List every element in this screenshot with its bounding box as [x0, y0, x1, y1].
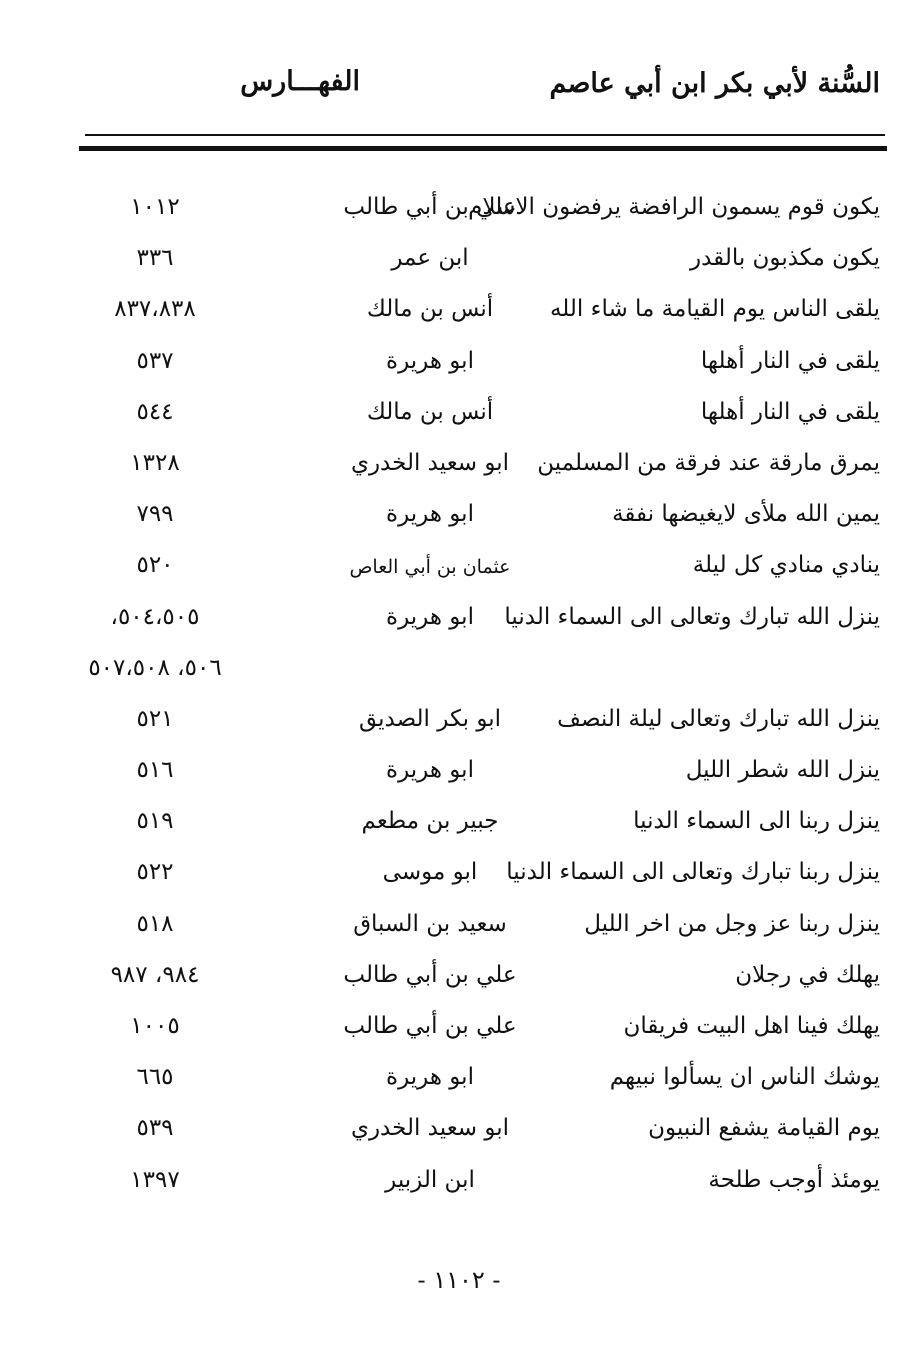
index-row	[70, 442, 880, 493]
index-row	[70, 493, 880, 544]
hadith-text: ينزل الله تبارك وتعالى ليلة النصف	[557, 705, 880, 732]
narrator-name: ابو بكر الصديق	[358, 705, 502, 732]
index-row	[70, 851, 880, 902]
narrator-name: عثمان بن أبي العاص	[349, 556, 511, 579]
hadith-text: يهلك في رجلان	[735, 961, 880, 988]
narrator-name: أنس بن مالك	[366, 296, 494, 323]
index-row	[70, 596, 880, 647]
page-header	[70, 62, 880, 112]
hadith-text: يمرق مارقة عند فرقة من المسلمين	[537, 449, 880, 476]
index-row	[70, 749, 880, 800]
narrator-name: ابو هريرة	[386, 501, 474, 528]
hadith-numbers: ٥١٩	[136, 808, 174, 835]
hadith-numbers: ٨٣٧،٨٣٨	[114, 296, 196, 323]
hadith-numbers: ٥٠٤،٥٠٥،	[110, 603, 200, 630]
header-rule-thick	[79, 146, 887, 151]
narrator-name: ابو هريرة	[386, 757, 474, 784]
narrator-name: ابو سعيد الخدري	[350, 1115, 510, 1142]
hadith-numbers: ٥٢١	[136, 705, 174, 732]
hadith-numbers: ١٠١٢	[130, 194, 180, 220]
narrator-name: ابن الزبير	[385, 1166, 475, 1193]
index-row	[70, 698, 880, 749]
hadith-numbers: ٩٨٤، ٩٨٧	[110, 961, 200, 988]
hadith-text: يكون مكذبون بالقدر	[690, 245, 880, 272]
hadith-text: يوم القيامة يشفع النبيون	[648, 1115, 880, 1142]
hadith-text: يلقى في النار أهلها	[700, 347, 880, 374]
narrator-name: ابو سعيد الخدري	[350, 449, 510, 476]
hadith-text: ينزل الله شطر الليل	[685, 757, 880, 784]
section-title: الفهـــارس	[240, 66, 360, 97]
hadith-numbers: ٥٣٩	[136, 1115, 174, 1142]
index-row	[70, 647, 880, 698]
hadith-numbers: ٥١٦	[136, 757, 174, 784]
index-row	[70, 391, 880, 442]
narrator-name: علي بن أبي طالب	[343, 961, 517, 988]
index-row	[70, 1159, 880, 1210]
narrator-name: ابو هريرة	[386, 603, 474, 630]
book-title: السُّنة لأبي بكر ابن أبي عاصم	[549, 68, 880, 99]
hadith-numbers: ٥٤٤	[136, 398, 174, 425]
index-row	[70, 903, 880, 954]
index-row	[70, 954, 880, 1005]
narrator-name: علي بن أبي طالب	[343, 1013, 517, 1039]
narrator-name: أنس بن مالك	[366, 398, 494, 425]
narrator-name: ابو موسى	[382, 859, 478, 886]
hadith-numbers: ٥٣٧	[136, 347, 174, 374]
hadith-text: يكون قوم يسمون الرافضة يرفضون الاسلام	[468, 194, 880, 220]
narrator-name: سعيد بن السباق	[353, 910, 507, 937]
hadith-numbers: ٥٢٢	[136, 859, 174, 886]
hadith-numbers: ٦٦٥	[136, 1064, 174, 1091]
page-number: - ١١٠٢ -	[417, 1266, 501, 1294]
hadith-text: يومئذ أوجب طلحة	[708, 1166, 880, 1193]
narrator-name: ابو هريرة	[386, 347, 474, 374]
hadith-text: ينزل ربنا تبارك وتعالى الى السماء الدنيا	[506, 859, 880, 886]
index-row	[70, 186, 880, 237]
hadith-numbers: ٥٠٦، ٥٠٧،٥٠٨	[88, 654, 222, 681]
index-row	[70, 340, 880, 391]
hadith-text: يوشك الناس ان يسألوا نبيهم	[609, 1064, 880, 1091]
index-row	[70, 800, 880, 851]
index-row	[70, 1056, 880, 1107]
index-row	[70, 237, 880, 288]
hadith-text: ينادي منادي كل ليلة	[692, 552, 880, 579]
hadith-text: يلقى في النار أهلها	[700, 398, 880, 425]
hadith-numbers: ٧٩٩	[136, 501, 174, 528]
index-row	[70, 544, 880, 595]
hadith-text: ينزل ربنا الى السماء الدنيا	[633, 808, 880, 835]
hadith-numbers: ٥٢٠	[136, 552, 174, 579]
index-table	[70, 186, 880, 1210]
narrator-name: ابن عمر	[391, 245, 469, 272]
hadith-numbers: ٥١٨	[136, 910, 174, 937]
hadith-text: يمين الله ملأى لايغيضها نفقة	[612, 501, 880, 528]
hadith-text: ينزل ربنا عز وجل من اخر الليل	[584, 910, 880, 937]
narrator-name: ابو هريرة	[386, 1064, 474, 1091]
hadith-numbers: ١٣٩٧	[130, 1166, 180, 1193]
narrator-name: علي بن أبي طالب	[343, 194, 517, 220]
narrator-name: جبير بن مطعم	[361, 808, 499, 835]
hadith-numbers: ٣٣٦	[136, 245, 174, 272]
index-row	[70, 1005, 880, 1056]
hadith-text: يلقى الناس يوم القيامة ما شاء الله	[549, 296, 880, 323]
hadith-text: ينزل الله تبارك وتعالى الى السماء الدنيا	[504, 603, 880, 630]
index-row	[70, 1107, 880, 1158]
hadith-text: يهلك فينا اهل البيت فريقان	[623, 1013, 880, 1039]
hadith-numbers: ١٠٠٥	[130, 1013, 180, 1039]
hadith-numbers: ١٣٢٨	[130, 449, 180, 476]
index-row	[70, 288, 880, 339]
header-rule-thin	[85, 134, 885, 136]
